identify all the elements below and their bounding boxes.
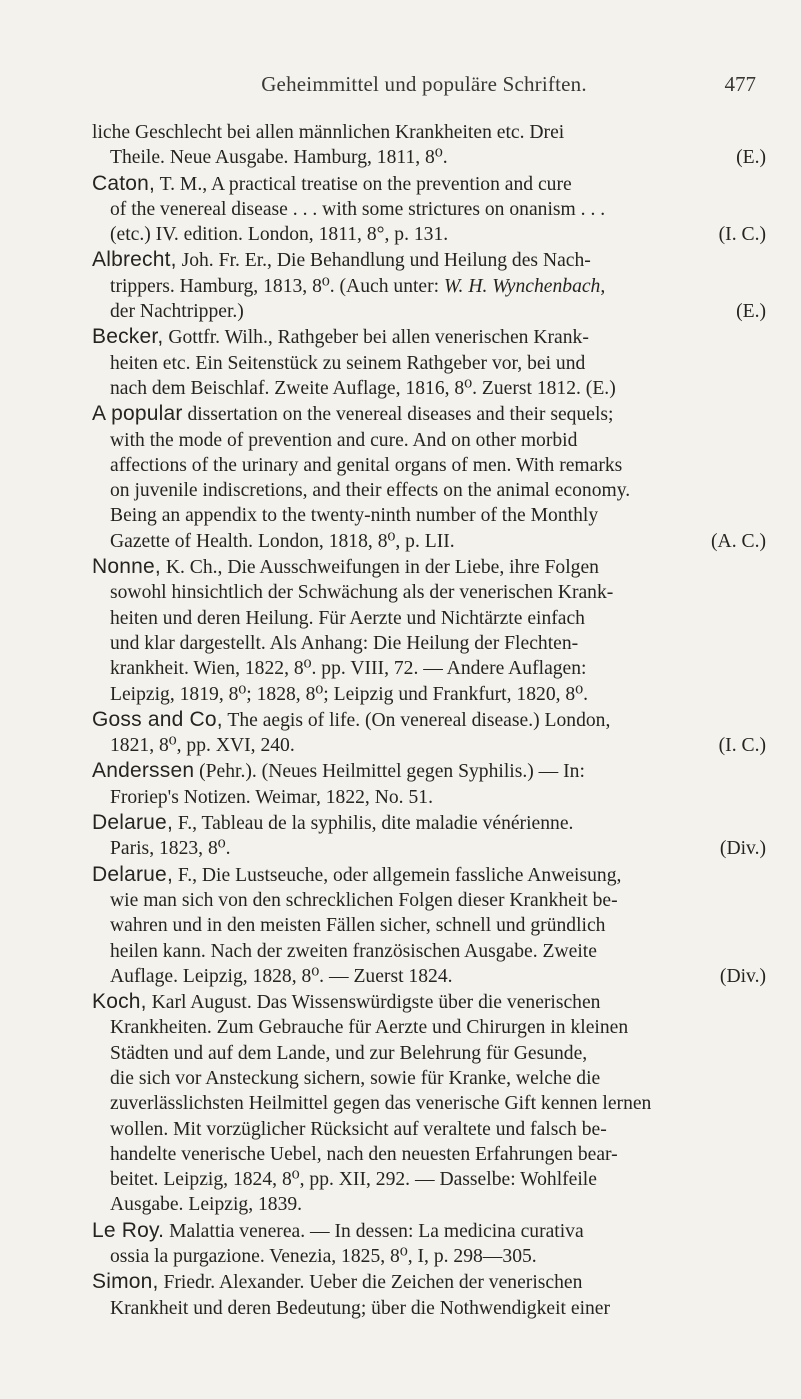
entry-author: Anderssen	[92, 759, 195, 783]
entry-line	[92, 324, 766, 350]
entry-author: Caton,	[92, 171, 156, 195]
entry-line: with the mode of prevention and cure. And on other morbid	[110, 429, 578, 451]
entry-line: Krankheiten. Zum Gebrauche für Aerzte und Chirurgen in kleinen	[110, 1017, 629, 1039]
entry-line	[92, 401, 766, 427]
bibliography-entry	[92, 810, 766, 862]
entry-line	[92, 989, 766, 1015]
entry-text: The aegis of life. (On venereal disease.) London,	[222, 709, 611, 731]
entry-line: Ausgabe. Leipzig, 1839.	[110, 1194, 303, 1216]
entry-line: Krankheit und deren Bedeutung; über die Nothwendigkeit einer	[110, 1297, 611, 1319]
entry-line: Being an appendix to the twenty-ninth number of the Monthly	[110, 505, 599, 527]
bibliography-entry	[92, 171, 766, 248]
entry-line	[110, 836, 766, 861]
entry-line: krankheit. Wien, 1822, 8⁰. pp. VIII, 72. — Andere Auflagen:	[110, 658, 587, 680]
entry-line	[110, 529, 766, 554]
bibliography-entry	[92, 1218, 766, 1270]
entry-line: heilen kann. Nach der zweiten französischen Ausgabe. Zweite	[110, 940, 597, 962]
entry-text: Karl August. Das Wissenswürdigste über die venerischen	[146, 992, 601, 1014]
entry-line	[92, 247, 766, 273]
entry-line	[110, 222, 766, 247]
entry-text: Malattia venerea. — In dessen: La medicina curativa	[164, 1220, 584, 1242]
entry-source-ref: (I. C.)	[718, 224, 766, 246]
entry-source-ref: (E.)	[736, 301, 766, 323]
bibliography-entry	[92, 758, 766, 810]
bibliography-entry	[92, 554, 766, 707]
entry-line: und klar dargestellt. Als Anhang: Die Heilung der Flechten-	[110, 632, 579, 654]
entry-text: Paris, 1823, 8⁰.	[110, 838, 231, 860]
entry-author: Simon,	[92, 1270, 159, 1294]
entry-line: of the venereal disease . . . with some strictures on onanism . . .	[110, 198, 606, 220]
entry-author: Le Roy.	[92, 1218, 165, 1242]
bibliography-list	[92, 120, 766, 1321]
bibliography-entry	[92, 707, 766, 759]
entry-line: die sich vor Ansteckung sichern, sowie für Kranke, welche die	[110, 1067, 601, 1089]
entry-source-ref: (Div.)	[719, 965, 766, 987]
entry-line: Leipzig, 1819, 8⁰; 1828, 8⁰; Leipzig und Frankfurt, 1820, 8⁰.	[110, 683, 588, 705]
entry-author: A popular	[92, 402, 183, 426]
entry-line	[110, 299, 766, 324]
entry-line: on juvenile indiscretions, and their effects on the animal economy.	[110, 480, 631, 502]
page-number: 477	[724, 72, 756, 96]
bibliography-entry	[92, 120, 766, 171]
entry-line	[92, 707, 766, 733]
entry-line	[92, 758, 766, 784]
entry-line	[92, 171, 766, 197]
entry-line: wie man sich von den schrecklichen Folgen dieser Krankheit be-	[110, 889, 618, 911]
entry-line: wollen. Mit vorzüglicher Rücksicht auf veraltete und falsch be-	[110, 1118, 607, 1140]
entry-text: Gazette of Health. London, 1818, 8⁰, p. LII.	[110, 530, 455, 552]
entry-text: Friedr. Alexander. Ueber die Zeichen der venerischen	[158, 1272, 583, 1294]
entry-line	[92, 554, 766, 580]
entry-author: Becker,	[92, 325, 164, 349]
entry-text: T. M., A practical treatise on the prevention and cure	[155, 173, 572, 195]
entry-text: Auflage. Leipzig, 1828, 8⁰. — Zuerst 1824.	[110, 965, 453, 987]
entry-line	[92, 862, 766, 888]
entry-line: zuverlässlichsten Heilmittel gegen das venerische Gift kennen lernen	[110, 1093, 652, 1115]
entry-author: Goss and Co,	[92, 707, 223, 731]
entry-line: ossia la purgazione. Venezia, 1825, 8⁰, I, p. 298—305.	[110, 1246, 537, 1268]
bibliography-entry	[92, 862, 766, 989]
entry-line	[92, 810, 766, 836]
entry-line: handelte venerische Uebel, nach den neuesten Erfahrungen bear-	[110, 1143, 618, 1165]
running-head: Geheimmittel und populäre Schriften.	[261, 72, 587, 96]
bibliography-entry	[92, 324, 766, 401]
entry-text: der Nachtripper.)	[110, 301, 244, 323]
entry-line: affections of the urinary and genital organs of men. With remarks	[110, 454, 623, 476]
entry-author: Koch,	[92, 990, 147, 1014]
page-header	[92, 72, 756, 102]
bibliography-entry	[92, 989, 766, 1218]
entry-line	[110, 274, 766, 299]
entry-author: Nonne,	[92, 555, 161, 579]
entry-source-ref: (I. C.)	[718, 735, 766, 757]
bibliography-entry	[92, 247, 766, 324]
entry-author: Delarue,	[92, 811, 173, 835]
entry-text: (Pehr.). (Neues Heilmittel gegen Syphilis.) — In:	[194, 761, 585, 783]
entry-text: (etc.) IV. edition. London, 1811, 8°, p. 131.	[110, 224, 449, 246]
entry-text: F., Die Lustseuche, oder allgemein fassliche Anweisung,	[172, 864, 622, 886]
entry-text: K. Ch., Die Ausschweifungen in der Liebe, ihre Folgen	[160, 557, 599, 579]
entry-italic-title: W. H. Wynchenbach,	[444, 275, 606, 297]
entry-text: Theile. Neue Ausgabe. Hamburg, 1811, 8⁰.	[110, 147, 448, 169]
entry-text: Joh. Fr. Er., Die Behandlung und Heilung des Nach-	[176, 250, 591, 272]
entry-text: F., Tableau de la syphilis, dite maladie vénérienne.	[172, 813, 574, 835]
entry-source-ref: (A. C.)	[711, 530, 766, 552]
bibliography-entry	[92, 1269, 766, 1321]
bibliography-entry	[92, 401, 766, 554]
entry-line: heiten etc. Ein Seitenstück zu seinem Rathgeber vor, bei und	[110, 352, 586, 374]
entry-author: Albrecht,	[92, 248, 177, 272]
entry-text: trippers. Hamburg, 1813, 8⁰. (Auch unter:	[110, 275, 444, 297]
entry-line: beitet. Leipzig, 1824, 8⁰, pp. XII, 292. — Dasselbe: Wohlfeile	[110, 1169, 597, 1191]
entry-line: heiten und deren Heilung. Für Aerzte und Nichtärzte einfach	[110, 607, 585, 629]
entry-text: dissertation on the venereal diseases and their sequels;	[182, 404, 614, 426]
entry-line: Städten und auf dem Lande, und zur Belehrung für Gesunde,	[110, 1042, 588, 1064]
entry-source-ref: (E.)	[736, 147, 766, 169]
entry-line: liche Geschlecht bei allen männlichen Krankheiten etc. Drei	[92, 122, 565, 143]
entry-author: Delarue,	[92, 862, 173, 886]
entry-line	[92, 1269, 766, 1295]
entry-line: sowohl hinsichtlich der Schwächung als der venerischen Krank-	[110, 582, 614, 604]
entry-line	[92, 1218, 766, 1244]
entry-text: 1821, 8⁰, pp. XVI, 240.	[110, 735, 295, 757]
entry-text: Gottfr. Wilh., Rathgeber bei allen venerischen Krank-	[163, 327, 589, 349]
entry-line: wahren und in den meisten Fällen sicher, schnell und gründlich	[110, 915, 606, 937]
entry-line	[110, 733, 766, 758]
entry-line: nach dem Beischlaf. Zweite Auflage, 1816, 8⁰. Zuerst 1812. (E.)	[110, 377, 616, 399]
entry-line: Froriep's Notizen. Weimar, 1822, No. 51.	[110, 786, 433, 808]
entry-line	[110, 145, 766, 170]
entry-line	[110, 964, 766, 989]
entry-source-ref: (Div.)	[719, 838, 766, 860]
